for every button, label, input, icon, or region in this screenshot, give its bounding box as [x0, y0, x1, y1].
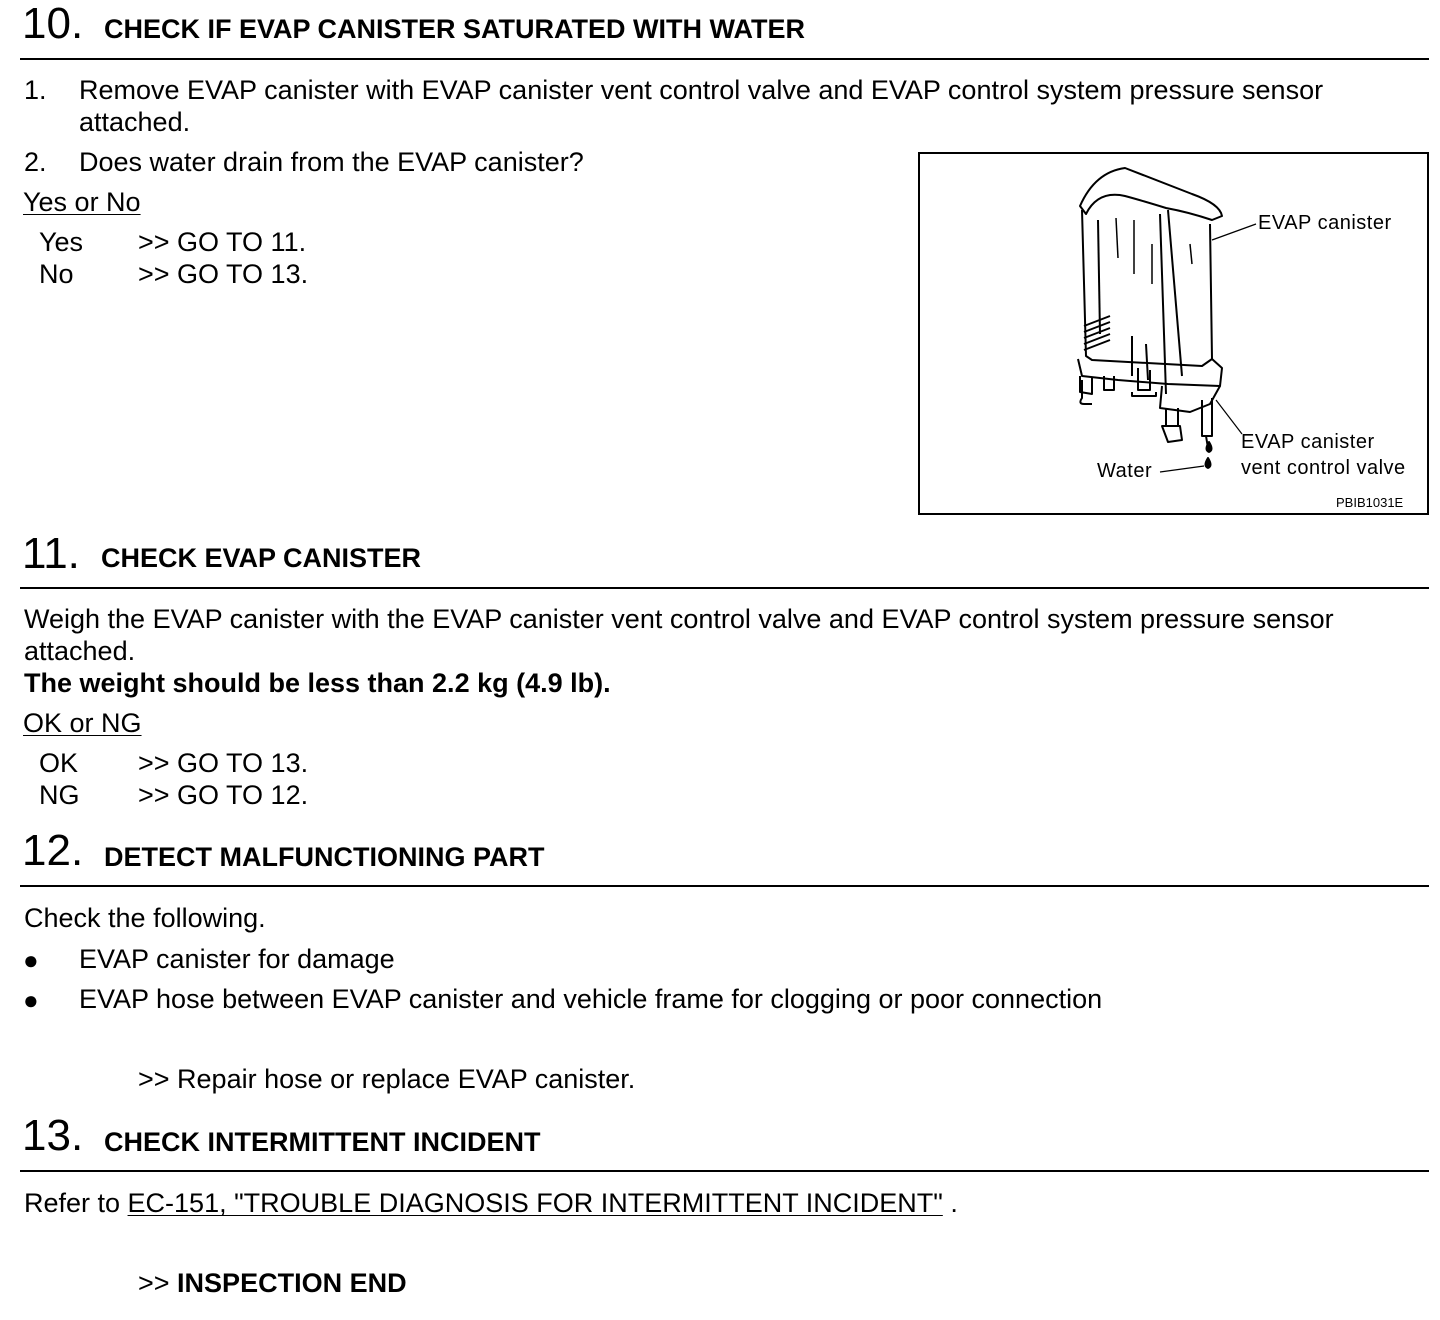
label-vent-valve-line2: vent control valve — [1241, 457, 1406, 479]
end-text: INSPECTION END — [177, 1268, 407, 1298]
answer-yes-label: Yes — [39, 227, 84, 257]
evap-canister-figure — [918, 152, 1429, 515]
question-yes-or-no: Yes or No — [23, 187, 141, 217]
answer-ng-action: >> GO TO 12. — [138, 780, 309, 810]
step-1-text-line1: Remove EVAP canister with EVAP canister vent control valve and EVAP control system pressure sensor — [79, 75, 1324, 105]
section-10-rule — [20, 58, 1429, 60]
section-13-title: CHECK INTERMITTENT INCIDENT — [104, 1127, 541, 1157]
section-13-rule — [20, 1170, 1429, 1172]
refer-prefix: Refer to — [24, 1188, 128, 1218]
weight-spec: The weight should be less than 2.2 kg (4.9 lb). — [24, 668, 611, 698]
step-1-number: 1. — [24, 75, 47, 105]
section-12-intro: Check the following. — [24, 903, 266, 933]
section-11-number: 11. — [22, 529, 80, 578]
figure-code: PBIB1031E — [1336, 495, 1404, 510]
label-water: Water — [1097, 460, 1153, 482]
refer-link[interactable]: EC-151, "TROUBLE DIAGNOSIS FOR INTERMITTENT INCIDENT" — [127, 1188, 943, 1218]
section-12-action: >> Repair hose or replace EVAP canister. — [138, 1064, 636, 1094]
end-prefix: >> — [138, 1268, 178, 1298]
section-11-text-line2: attached. — [24, 636, 136, 666]
bullet-icon: ● — [23, 985, 39, 1015]
answer-no-action: >> GO TO 13. — [138, 259, 309, 289]
section-12-rule — [20, 885, 1429, 887]
section-11-text-line1: Weigh the EVAP canister with the EVAP canister vent control valve and EVAP control system pressure sensor — [24, 604, 1334, 634]
answer-ok-action: >> GO TO 13. — [138, 748, 309, 778]
section-12-title: DETECT MALFUNCTIONING PART — [104, 842, 545, 872]
answer-yes-action: >> GO TO 11. — [138, 227, 307, 257]
section-10-number: 10. — [22, 0, 84, 48]
refer-line — [24, 1187, 958, 1219]
step-1-text-line2: attached. — [79, 107, 191, 137]
question-ok-or-ng: OK or NG — [23, 708, 142, 738]
bullet-item: EVAP canister for damage — [79, 944, 395, 974]
label-vent-valve-line1: EVAP canister — [1241, 431, 1375, 453]
inspection-end — [138, 1267, 407, 1299]
answer-ok-label: OK — [39, 748, 79, 778]
section-10-title: CHECK IF EVAP CANISTER SATURATED WITH WATER — [104, 14, 805, 44]
refer-suffix: . — [942, 1188, 958, 1218]
step-2-text: Does water drain from the EVAP canister? — [79, 147, 584, 177]
answer-ng-label: NG — [39, 780, 80, 810]
section-11-title: CHECK EVAP CANISTER — [101, 543, 422, 573]
step-2-number: 2. — [24, 147, 47, 177]
bullet-icon: ● — [23, 945, 39, 975]
bullet-item: EVAP hose between EVAP canister and vehicle frame for clogging or poor connection — [79, 984, 1103, 1014]
answer-no-label: No — [39, 259, 74, 289]
section-11-rule — [20, 587, 1429, 589]
label-evap-canister: EVAP canister — [1258, 212, 1392, 234]
section-12-number: 12. — [22, 826, 84, 875]
section-13-number: 13. — [22, 1111, 84, 1160]
